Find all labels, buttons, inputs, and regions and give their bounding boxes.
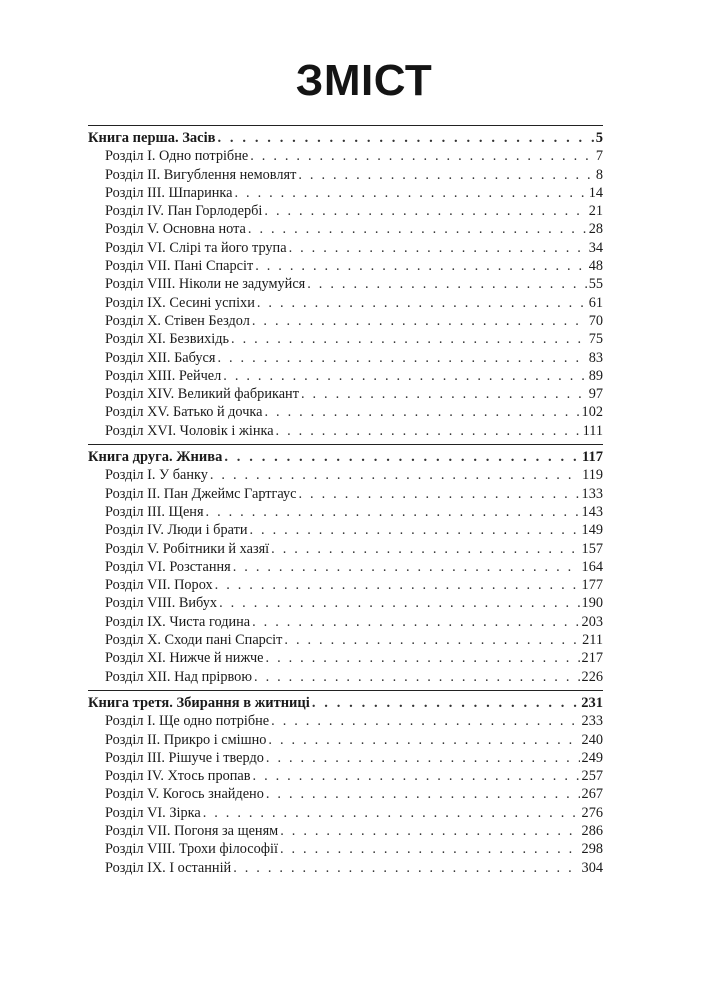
table-of-contents [88, 125, 603, 881]
book-title: Книга третя. Збирання в житниці [88, 694, 310, 711]
book-heading[interactable] [88, 694, 603, 712]
chapter-page-number: 89 [588, 367, 603, 384]
dot-leader [312, 694, 579, 712]
chapter-page-number: 249 [581, 749, 603, 766]
chapter-title: Розділ XV. Батько й дочка [105, 404, 263, 421]
chapter-title: Розділ X. Сходи пані Спарсіт [105, 632, 283, 649]
chapter-entry[interactable] [88, 466, 603, 484]
chapter-title: Розділ VIII. Трохи філософії [105, 841, 278, 858]
chapter-entry[interactable] [88, 330, 603, 348]
chapter-title: Розділ IV. Хтось пропав [105, 768, 251, 785]
dot-leader [271, 712, 579, 730]
chapter-title: Розділ VII. Порох [105, 577, 213, 594]
dot-leader [284, 631, 580, 649]
chapter-page-number: 102 [581, 404, 603, 421]
chapter-entry[interactable] [88, 668, 603, 686]
dot-leader [266, 649, 580, 667]
chapter-title: Розділ V. Основна нота [105, 221, 246, 238]
book-title: Книга перша. Засів [88, 130, 216, 146]
chapter-page-number: 157 [581, 540, 603, 557]
chapter-title: Розділ XII. Над прірвою [105, 668, 253, 685]
chapter-entry[interactable] [88, 202, 603, 220]
chapter-entry[interactable] [88, 594, 603, 612]
chapter-entry[interactable] [88, 312, 603, 330]
chapter-title: Розділ XI. Безвихідь [105, 331, 230, 348]
chapter-title: Розділ X. Стівен Бездол [105, 312, 250, 329]
chapter-entry[interactable] [88, 349, 603, 367]
chapter-page-number: 61 [588, 294, 603, 311]
chapter-page-number: 286 [581, 822, 603, 839]
dot-leader [301, 385, 587, 403]
chapter-entry[interactable] [88, 166, 603, 184]
chapter-title: Розділ IX. І останній [105, 859, 232, 876]
chapter-page-number: 34 [588, 239, 603, 256]
chapter-page-number: 143 [581, 503, 603, 520]
chapter-entry[interactable] [88, 540, 603, 558]
chapter-page-number: 21 [588, 203, 603, 220]
chapter-title: Розділ V. Когось знайдено [105, 786, 264, 803]
dot-leader [252, 312, 587, 330]
dot-leader [264, 403, 579, 421]
dot-leader [253, 767, 580, 785]
chapter-title: Розділ VII. Погоня за щеням [105, 822, 279, 839]
book-page-number: 231 [581, 694, 603, 711]
chapter-title: Розділ IV. Пан Горлодербі [105, 203, 263, 220]
book-section [88, 690, 603, 877]
chapter-title: Розділ IX. Чиста година [105, 613, 251, 630]
chapter-entry[interactable] [88, 859, 603, 877]
chapter-entry[interactable] [88, 503, 603, 521]
dot-leader [257, 294, 587, 312]
chapter-title: Розділ IV. Люди і брати [105, 522, 248, 539]
chapter-title: Розділ VI. Розстання [105, 558, 231, 575]
chapter-title: Розділ XVI. Чоловік і жінка [105, 422, 274, 439]
chapter-title: Розділ II. Пан Джеймс Гартгаус [105, 485, 297, 502]
dot-leader [231, 330, 587, 348]
dot-leader [233, 859, 579, 877]
dot-leader [255, 257, 587, 275]
chapter-entry[interactable] [88, 220, 603, 238]
book-heading[interactable] [88, 448, 603, 466]
chapter-title: Розділ XI. Нижче й нижче [105, 650, 264, 667]
dot-leader [289, 239, 587, 257]
chapter-page-number: 298 [581, 841, 603, 858]
book-page-number: 5 [595, 130, 603, 146]
chapter-title: Розділ IX. Сесині успіхи [105, 294, 255, 311]
chapter-title: Розділ VIII. Ніколи не задумуйся [105, 276, 306, 293]
chapter-title: Розділ VI. Зірка [105, 804, 201, 821]
chapter-page-number: 8 [595, 166, 603, 183]
chapter-page-number: 75 [588, 331, 603, 348]
chapter-entry[interactable] [88, 840, 603, 858]
book-section [88, 444, 603, 686]
chapter-page-number: 217 [581, 650, 603, 667]
chapter-entry[interactable] [88, 403, 603, 421]
dot-leader [271, 540, 579, 558]
page-title: ЗМІСТ [295, 56, 433, 105]
chapter-page-number: 55 [588, 276, 603, 293]
chapter-title: Розділ XII. Бабуся [105, 349, 216, 366]
chapter-page-number: 28 [588, 221, 603, 238]
book-page-number: 117 [582, 449, 603, 466]
chapter-page-number: 257 [581, 768, 603, 785]
chapter-page-number: 111 [582, 422, 603, 439]
chapter-entry[interactable] [88, 767, 603, 785]
dot-leader [307, 275, 586, 293]
chapter-entry[interactable] [88, 275, 603, 293]
dot-leader [233, 558, 580, 576]
chapter-title: Розділ II. Вигублення немовлят [105, 166, 297, 183]
chapter-entry[interactable] [88, 184, 603, 202]
dot-leader [210, 466, 580, 484]
chapter-page-number: 226 [581, 668, 603, 685]
chapter-title: Розділ XIII. Рейчел [105, 367, 222, 384]
chapter-title: Розділ I. У банку [105, 467, 208, 484]
chapter-page-number: 233 [581, 713, 603, 730]
dot-leader [219, 594, 579, 612]
chapter-title: Розділ II. Прикро і смішно [105, 731, 267, 748]
dot-leader [234, 184, 586, 202]
dot-leader [264, 202, 586, 220]
chapter-title: Розділ V. Робітники й хазяї [105, 540, 270, 557]
chapter-page-number: 267 [581, 786, 603, 803]
chapter-page-number: 203 [581, 613, 603, 630]
chapter-page-number: 211 [582, 632, 603, 649]
chapter-entry[interactable] [88, 731, 603, 749]
dot-leader [217, 349, 586, 367]
book-title: Книга друга. Жнива [88, 449, 223, 466]
dot-leader [203, 804, 580, 822]
chapter-entry[interactable] [88, 521, 603, 539]
book-heading[interactable] [88, 129, 603, 147]
chapter-page-number: 164 [581, 558, 603, 575]
chapter-entry[interactable] [88, 749, 603, 767]
chapter-title: Розділ III. Рішуче і твердо [105, 749, 264, 766]
chapter-entry[interactable] [88, 631, 603, 649]
book-section [88, 125, 603, 440]
chapter-page-number: 14 [588, 184, 603, 201]
chapter-page-number: 240 [581, 731, 603, 748]
dot-leader [224, 448, 580, 466]
chapter-entry[interactable] [88, 712, 603, 730]
chapter-title: Розділ III. Шпаринка [105, 184, 233, 201]
dot-leader [223, 367, 586, 385]
chapter-page-number: 133 [581, 485, 603, 502]
chapter-page-number: 276 [581, 804, 603, 821]
chapter-page-number: 177 [581, 577, 603, 594]
dot-leader [280, 822, 579, 840]
dot-leader [254, 668, 580, 686]
chapter-entry[interactable] [88, 804, 603, 822]
chapter-title: Розділ III. Щеня [105, 503, 204, 520]
chapter-entry[interactable] [88, 649, 603, 667]
dot-leader [248, 220, 587, 238]
dot-leader [299, 485, 580, 503]
chapter-page-number: 70 [588, 312, 603, 329]
chapter-entry[interactable] [88, 822, 603, 840]
chapter-entry[interactable] [88, 257, 603, 275]
chapter-entry[interactable] [88, 385, 603, 403]
dot-leader [252, 613, 579, 631]
chapter-entry[interactable] [88, 239, 603, 257]
dot-leader [215, 576, 580, 594]
chapter-page-number: 48 [588, 258, 603, 275]
dot-leader [206, 503, 580, 521]
chapter-title: Розділ VIII. Вибух [105, 595, 218, 612]
chapter-title: Розділ I. Одно потрібне [105, 148, 249, 165]
chapter-entry[interactable] [88, 613, 603, 631]
chapter-title: Розділ XIV. Великий фабрикант [105, 386, 299, 403]
dot-leader [298, 166, 594, 184]
dot-leader [268, 731, 579, 749]
dot-leader [266, 785, 580, 803]
chapter-entry[interactable] [88, 485, 603, 503]
chapter-entry[interactable] [88, 422, 603, 440]
dot-leader [280, 840, 580, 858]
chapter-entry[interactable] [88, 147, 603, 165]
chapter-title: Розділ VI. Слірі та його трупа [105, 239, 287, 256]
chapter-title: Розділ I. Ще одно потрібне [105, 713, 270, 730]
chapter-page-number: 149 [581, 522, 603, 539]
chapter-page-number: 304 [581, 859, 603, 876]
chapter-entry[interactable] [88, 367, 603, 385]
dot-leader [250, 147, 594, 165]
chapter-entry[interactable] [88, 785, 603, 803]
chapter-entry[interactable] [88, 558, 603, 576]
dot-leader [266, 749, 580, 767]
dot-leader [217, 129, 593, 147]
dot-leader [276, 422, 581, 440]
chapter-page-number: 83 [588, 349, 603, 366]
chapter-entry[interactable] [88, 294, 603, 312]
chapter-page-number: 190 [581, 595, 603, 612]
chapter-page-number: 97 [588, 386, 603, 403]
dot-leader [249, 521, 579, 539]
chapter-page-number: 119 [582, 467, 603, 484]
chapter-entry[interactable] [88, 576, 603, 594]
chapter-page-number: 7 [595, 148, 603, 165]
chapter-title: Розділ VII. Пані Спарсіт [105, 258, 254, 275]
